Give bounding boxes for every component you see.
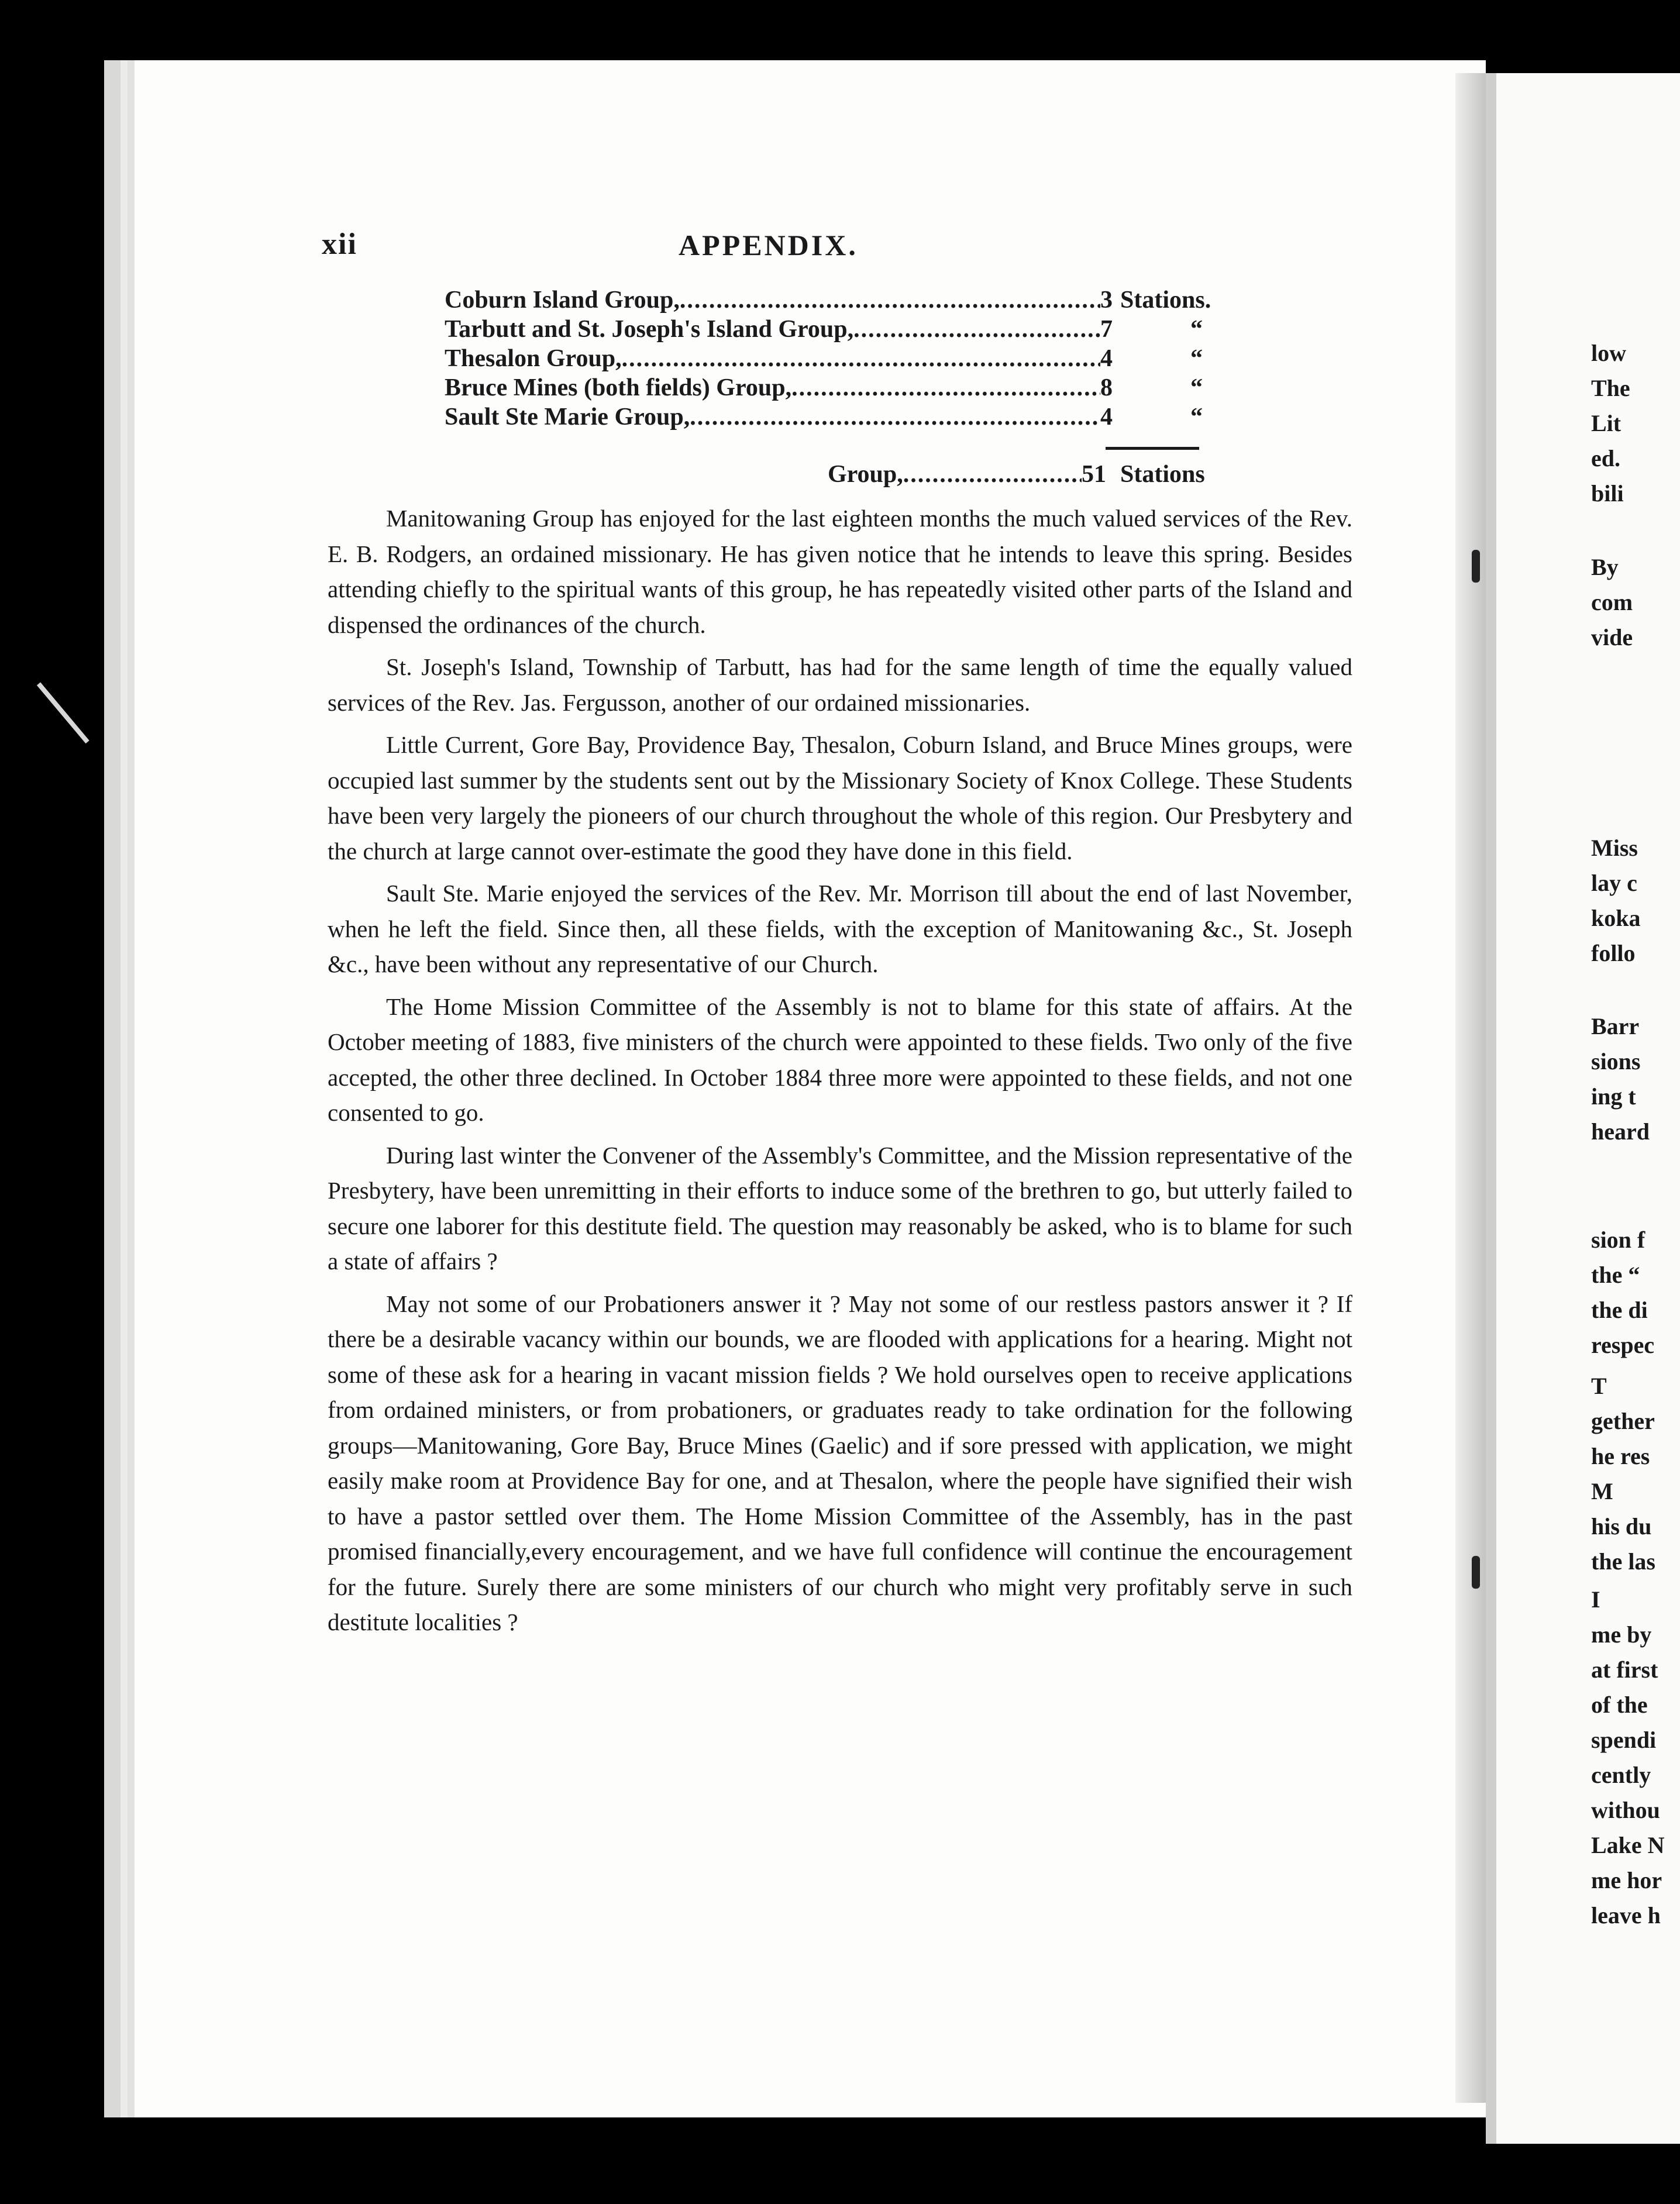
fragment-line: By [1591,554,1619,580]
facing-page-fragment [1591,1474,1680,1579]
book-gutter [1455,73,1490,2103]
group-count: 3 [1100,287,1113,314]
group-count: 4 [1100,404,1113,431]
facing-page-fragment [1591,1222,1680,1363]
total-label: Group, [828,461,903,488]
table-row [445,373,1240,402]
sum-rule [1106,447,1199,450]
facing-page-fragment [1591,1009,1680,1149]
fragment-line: follo [1591,940,1636,966]
fragment-line: Miss [1591,835,1638,861]
fragment-line: spendi [1591,1727,1657,1753]
fragment-line: heard [1591,1118,1650,1145]
fragment-line: T [1591,1373,1607,1399]
group-count: 7 [1100,316,1113,343]
body-text [328,501,1352,1647]
fragment-line: sions [1591,1048,1641,1075]
fragment-line: Barr [1591,1013,1640,1039]
dot-leader [680,285,1100,315]
paragraph: Sault Ste. Marie enjoyed the services of the Rev. Mr. Morrison till about the end of last November, when he left the field. Since then, all these fields, with the exception of Manitowaning &c., St. Joseph &c., have been without any representative of our Church. [328,880,1352,977]
group-unit: “ [1190,374,1203,401]
dot-leader [903,460,1082,489]
group-name: Bruce Mines (both fields) Group, [445,374,792,401]
dot-leader [622,344,1100,373]
fragment-line: lay c [1591,870,1637,896]
fragment-line: The [1591,375,1630,401]
group-count: 8 [1100,374,1113,401]
table-row [445,315,1240,344]
scan-artifact-mark [37,682,89,743]
fragment-line: withou [1591,1797,1660,1823]
fragment-line: koka [1591,905,1641,931]
fragment-line: bili [1591,480,1624,507]
group-unit: “ [1190,316,1203,343]
fragment-line: sion f [1591,1227,1645,1253]
group-unit: “ [1190,345,1203,372]
fragment-line: I [1591,1586,1600,1613]
group-name: Tarbutt and St. Joseph's Island Group, [445,316,854,343]
fragment-line: of the [1591,1692,1648,1718]
fragment-line: cently [1591,1762,1651,1788]
fragment-line: vide [1591,624,1633,650]
paragraph: The Home Mission Committee of the Assembly is not to blame for this state of affairs. At the October meeting of 1883, five ministers of the church were appointed to these fields. Two only of the five accepted, the other three declined. In October 1884 three more were appointed to these fields, and not one consented to go. [328,993,1352,1126]
total-count: 51 [1082,461,1106,488]
facing-page-fragment [1591,1369,1680,1474]
fragment-line: M [1591,1478,1613,1504]
table-row [445,344,1240,373]
fragment-line: me by [1591,1621,1652,1648]
fragment-line: Lit [1591,410,1622,436]
facing-page-fragment [1591,550,1680,655]
dot-leader [791,373,1100,402]
fragment-line: me hor [1591,1867,1662,1893]
margin-tick-mark [1472,550,1480,583]
paragraph: Little Current, Gore Bay, Providence Bay, Thesalon, Coburn Island, and Bruce Mines groups, were occupied last summer by the students sent out by the Missionary Society of Knox College. These Students have been very largely the pioneers of our church throughout the whole of this region. Our Presbytery and the church at large cannot over-estimate the good they have done in this field. [328,731,1352,865]
facing-page-fragment [1591,831,1680,971]
group-name: Sault Ste Marie Group, [445,404,690,431]
group-name: Thesalon Group, [445,345,622,372]
fragment-line: com [1591,589,1633,615]
paragraph: May not some of our Probationers answer it ? May not some of our restless pastors answer it ? If there be a desirable vacancy within our bounds, we are flooded with applications for a hearing. Might not some of these ask for a hearing in vacant mission fields ? We hold ourselves open to receive applications from ordained ministers, or from probationers, or graduates ready to take ordination for the following groups—Manitowaning, Gore Bay, Bruce Mines (Gaelic) and if sore pressed with application, we might easily make room at Providence Bay for one, and at Thesalon, where the people have signified their wish to have a pastor settled over them. The Home Mission Committee of the Assembly, has in the past promised financially,every encouragement, and we have full confidence will continue the encouragement for the future. Surely there are some ministers of our church who might very profitably serve in such destitute localities ? [328,1290,1352,1635]
table-row [445,402,1240,432]
facing-page-fragment [1591,1582,1680,1933]
group-unit: Stations. [1120,287,1211,314]
fragment-line: ing t [1591,1083,1636,1110]
fragment-line: at first [1591,1657,1658,1683]
paragraph: St. Joseph's Island, Township of Tarbutt, has had for the same length of time the equally valued services of the Rev. Jas. Fergusson, another of our ordained missionaries. [328,653,1352,716]
fragment-line: ed. [1591,445,1620,471]
fragment-line: leave h [1591,1902,1661,1928]
fragment-line: gether [1591,1408,1655,1434]
fragment-line: the las [1591,1548,1655,1575]
group-unit: “ [1190,404,1203,431]
fragment-line: respec [1591,1332,1655,1358]
fragment-line: Lake N [1591,1832,1665,1858]
paragraph: Manitowaning Group has enjoyed for the last eighteen months the much valued services of the Rev. E. B. Rodgers, an ordained missionary. He has given notice that he intends to leave this spring. Besides attending chiefly to the spiritual wants of this group, he has repeatedly visited other parts of the Island and dispensed the ordinances of the church. [328,505,1352,638]
total-unit: Stations [1120,461,1205,488]
paragraph: During last winter the Convener of the Assembly's Committee, and the Mission representative of the Presbytery, have been unremitting in their efforts to induce some of the brethren to go, but utterly failed to secure one laborer for this destitute field. The question may reasonably be asked, who is to blame for such a state of affairs ? [328,1141,1352,1275]
fragment-line: he res [1591,1443,1650,1469]
table-row [445,285,1240,315]
group-count: 4 [1100,345,1113,372]
running-title: APPENDIX. [679,229,858,261]
facing-page-fragment [1591,336,1680,511]
fragment-line: low [1591,340,1626,366]
fragment-line: the “ [1591,1262,1640,1288]
dot-leader [690,402,1100,432]
group-name: Coburn Island Group, [445,287,680,314]
margin-tick-mark [1472,1556,1480,1589]
dot-leader [853,315,1100,344]
page-number: xii [322,228,357,261]
fragment-line: the di [1591,1297,1648,1323]
fragment-line: his du [1591,1513,1652,1540]
total-row [828,460,1240,489]
group-stations-table [445,285,1240,432]
